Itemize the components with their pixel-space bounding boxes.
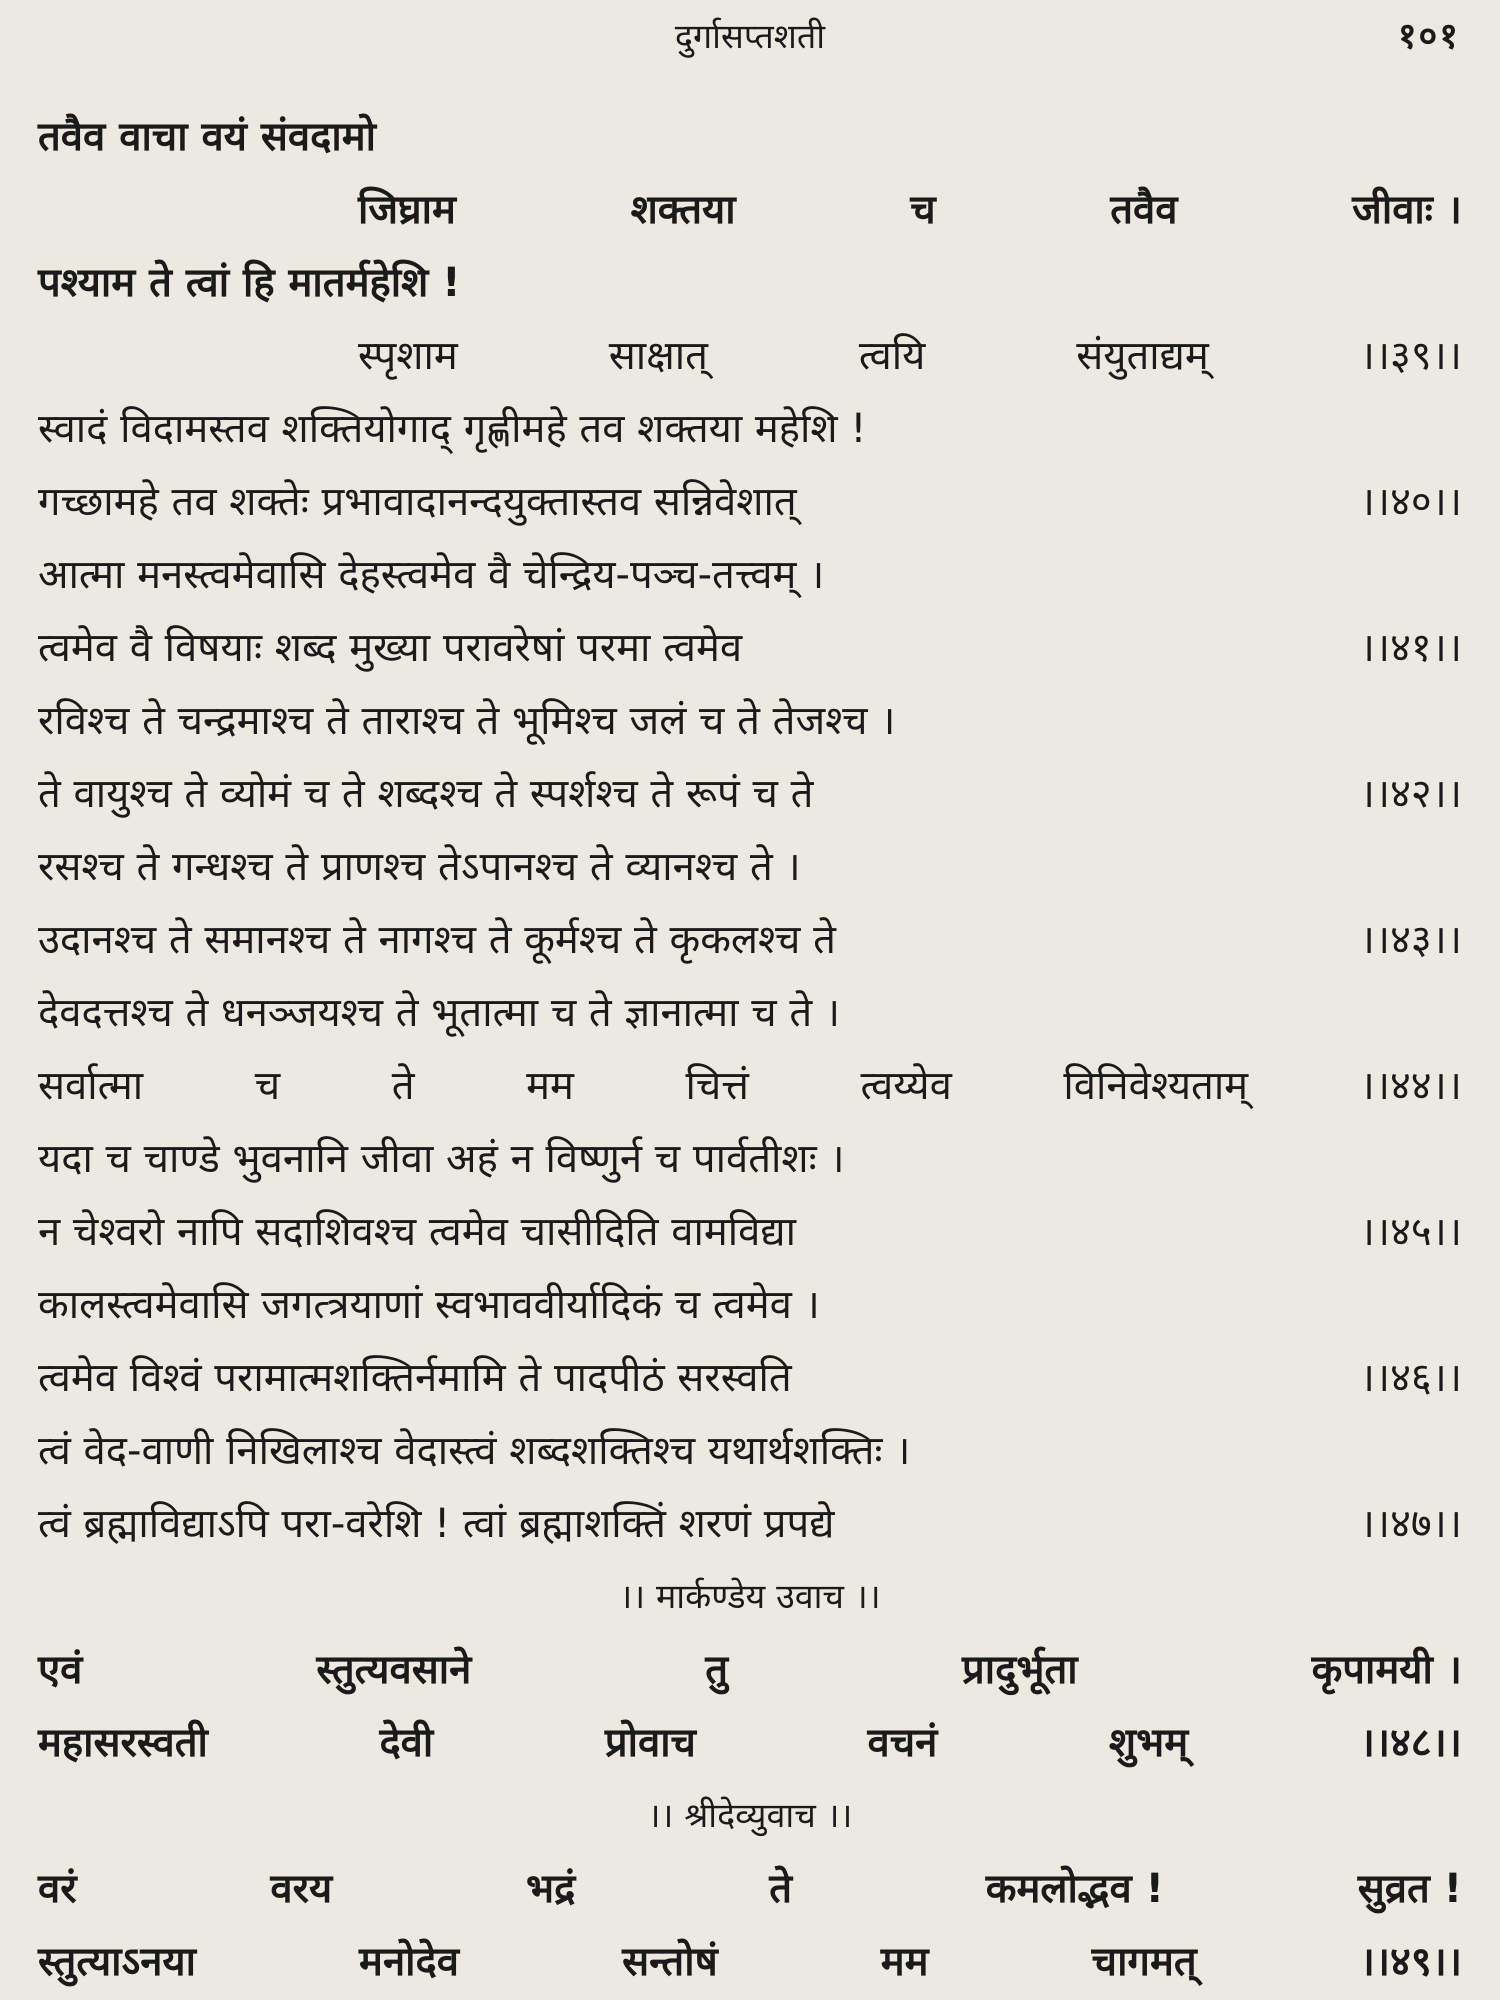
verse-number: ।।४७।। <box>1359 1501 1462 1547</box>
speaker-heading-text: ।। श्रीदेव्युवाच ।। <box>647 1795 853 1836</box>
verse-text: त्वमेव वै विषयाः शब्द मुख्या परावरेषां परमा त्वमेव <box>38 625 743 671</box>
verse-line <box>38 1923 1462 1996</box>
verse-line <box>38 682 1462 755</box>
verse-line <box>38 171 1462 244</box>
verse-line <box>38 244 1462 317</box>
verse-word: चित्तं <box>685 1063 749 1109</box>
verse-word: च <box>254 1063 281 1109</box>
verse-word: कृपामयी । <box>1311 1647 1462 1693</box>
speaker-heading <box>38 1558 1462 1631</box>
verse-number: ।।३९।। <box>1359 333 1462 379</box>
verse-word: एवं <box>38 1647 83 1693</box>
verse-word: देवी <box>379 1720 434 1766</box>
verse-line <box>38 1120 1462 1193</box>
page-number: १०१ <box>1397 16 1460 57</box>
verse-text: कालस्त्वमेवासि जगत्त्रयाणां स्वभाववीर्यादिकं च त्वमेव । <box>38 1282 820 1328</box>
verse-number: ।।४२।। <box>1359 771 1462 817</box>
verse-text: ते वायुश्च ते व्योमं च ते शब्दश्च ते स्पर्शश्च ते रूपं च ते <box>38 771 814 817</box>
verse-word: ते <box>391 1063 415 1109</box>
verse-number: ।।४४।। <box>1359 1063 1462 1109</box>
verse-number: ।।४५।। <box>1359 1209 1462 1255</box>
verse-word: स्पृशाम <box>358 333 458 379</box>
verse-word: साक्षात् <box>608 333 708 379</box>
verse-word: जिघ्राम <box>358 187 456 233</box>
verse-word: महासरस्वती <box>38 1720 208 1766</box>
verse-block <box>38 98 1462 1996</box>
verse-word: सर्वात्मा <box>38 1063 144 1109</box>
verse-word: शक्तया <box>630 187 736 233</box>
verse-text: आत्मा मनस्त्वमेवासि देहस्त्वमेव वै चेन्द्रिय-पञ्च-तत्त्वम् । <box>38 552 825 598</box>
verse-word: मम <box>526 1063 574 1109</box>
verse-word: जीवाः । <box>1352 187 1462 233</box>
verse-word: वरय <box>270 1866 333 1912</box>
verse-number: ।।४१।। <box>1359 625 1462 671</box>
verse-line <box>38 1485 1462 1558</box>
verse-text: त्वमेव विश्वं परामात्मशक्तिर्नमामि ते पादपीठं सरस्वति <box>38 1355 792 1401</box>
verse-line <box>38 974 1462 1047</box>
verse-word: प्रोवाच <box>604 1720 696 1766</box>
verse-number: ।।४०।। <box>1359 479 1462 525</box>
verse-word: च <box>910 187 936 233</box>
verse-word: तु <box>705 1647 729 1693</box>
verse-line <box>38 390 1462 463</box>
verse-word: मनोदेव <box>359 1939 459 1985</box>
verse-word: भद्रं <box>526 1866 576 1912</box>
verse-text: उदानश्च ते समानश्च ते नागश्च ते कूर्मश्च ते कृकलश्च ते <box>38 917 836 963</box>
verse-word: संयुताद्यम् <box>1076 333 1209 379</box>
verse-word: प्रादुर्भूता <box>962 1647 1078 1693</box>
speaker-heading-text: ।। मार्कण्डेय उवाच ।। <box>619 1576 881 1617</box>
verse-word: ते <box>769 1866 792 1912</box>
verse-line <box>38 536 1462 609</box>
verse-word: सुव्रत ! <box>1357 1866 1462 1912</box>
verse-line <box>38 1704 1462 1777</box>
verse-line <box>38 609 1462 682</box>
verse-line <box>38 1850 1462 1923</box>
verse-word: कमलोद्भव ! <box>985 1866 1164 1912</box>
verse-line <box>38 1412 1462 1485</box>
verse-word: स्तुत्याऽनया <box>38 1939 196 1985</box>
verse-line <box>38 1193 1462 1266</box>
verse-text: तवैव वाचा वयं संवदामो <box>38 114 377 160</box>
running-head-title: दुर्गासप्तशती <box>674 17 826 57</box>
verse-line <box>38 317 1462 390</box>
verse-word: विनिवेश्यताम् <box>1063 1063 1249 1109</box>
verse-text: त्वं वेद-वाणी निखिलाश्च वेदास्त्वं शब्दशक्तिश्च यथार्थशक्तिः । <box>38 1428 911 1474</box>
verse-word: स्तुत्यवसाने <box>316 1647 472 1693</box>
verse-number: ।।४३।। <box>1359 917 1462 963</box>
verse-text: यदा च चाण्डे भुवनानि जीवा अहं न विष्णुर्न च पार्वतीशः । <box>38 1136 845 1182</box>
verse-word: त्वयि <box>858 333 926 379</box>
verse-number: ।।४८।। <box>1359 1720 1462 1766</box>
verse-line <box>38 463 1462 536</box>
verse-line <box>38 901 1462 974</box>
verse-word: वचनं <box>867 1720 938 1766</box>
verse-text: रसश्च ते गन्धश्च ते प्राणश्च तेऽपानश्च ते व्यानश्च ते । <box>38 844 801 890</box>
verse-text: पश्याम ते त्वां हि मातर्महेशि ! <box>38 260 461 306</box>
verse-word: चागमत् <box>1091 1939 1197 1985</box>
verse-word: सन्तोषं <box>622 1939 718 1985</box>
verse-line <box>38 755 1462 828</box>
verse-line <box>38 1339 1462 1412</box>
verse-text: गच्छामहे तव शक्तेः प्रभावादानन्दयुक्तास्तव सन्निवेशात् <box>38 479 797 525</box>
verse-line <box>38 1047 1462 1120</box>
verse-word: त्वय्येव <box>860 1063 952 1109</box>
verse-line <box>38 828 1462 901</box>
verse-line <box>38 1631 1462 1704</box>
verse-text: न चेश्वरो नापि सदाशिवश्च त्वमेव चासीदिति वामविद्या <box>38 1209 796 1255</box>
verse-text: स्वादं विदामस्तव शक्तियोगाद् गृह्णीमहे तव शक्तया महेशि ! <box>38 406 867 452</box>
verse-line <box>38 1266 1462 1339</box>
verse-text: रविश्च ते चन्द्रमाश्च ते ताराश्च ते भूमिश्च जलं च ते तेजश्च । <box>38 698 896 744</box>
verse-text: त्वं ब्रह्माविद्याऽपि परा-वरेशि ! त्वां ब्रह्माशक्तिं शरणं प्रपद्ये <box>38 1501 835 1547</box>
verse-word: वरं <box>38 1866 77 1912</box>
verse-word: मम <box>880 1939 929 1985</box>
verse-word: शुभम् <box>1108 1720 1189 1766</box>
verse-line <box>38 98 1462 171</box>
speaker-heading <box>38 1777 1462 1850</box>
verse-word: तवैव <box>1110 187 1178 233</box>
verse-number: ।।४९।। <box>1359 1939 1462 1985</box>
verse-number: ।।४६।। <box>1359 1355 1462 1401</box>
verse-text: देवदत्तश्च ते धनञ्जयश्च ते भूतात्मा च ते ज्ञानात्मा च ते । <box>38 990 841 1036</box>
